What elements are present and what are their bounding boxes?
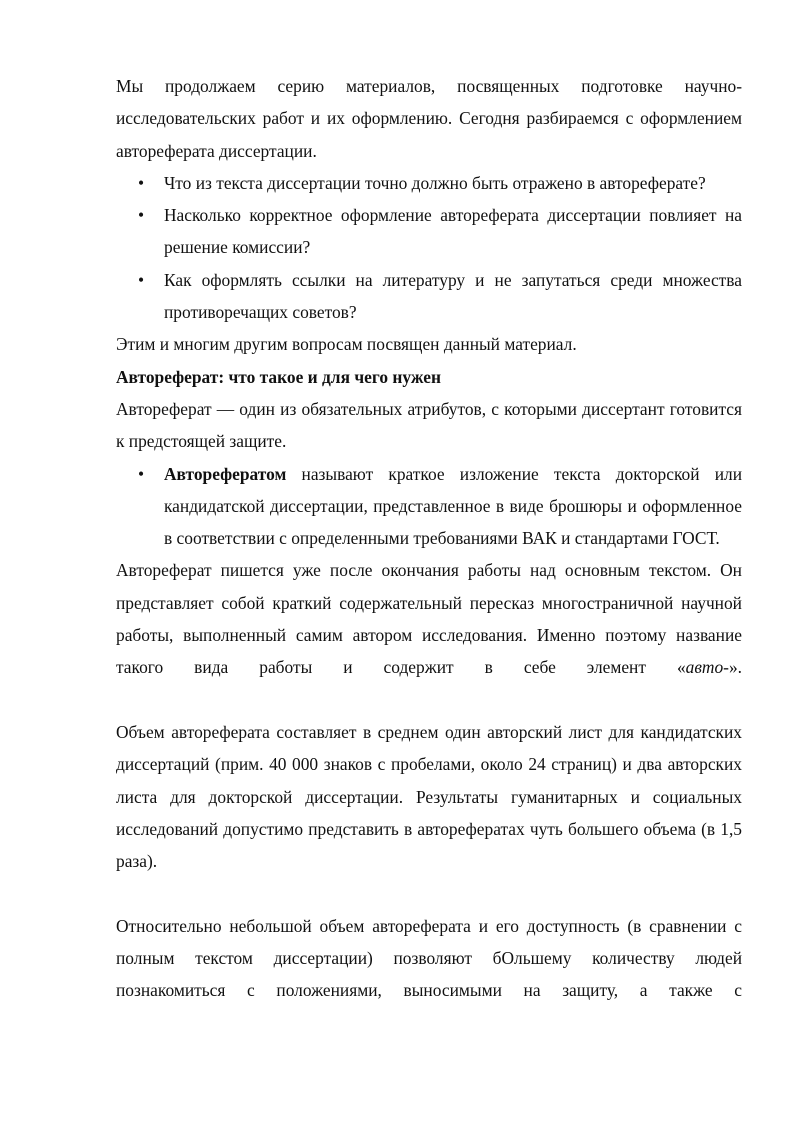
questions-list: [116, 167, 742, 328]
list-item: [116, 264, 742, 329]
bullet-icon: •: [138, 269, 145, 290]
written-paragraph-text: Автореферат пишется уже после окончания работы над основным текстом. Он представляет собой краткий содержательный пересказ многостраничной научной работы, выполненный самим автором исследования. Именно поэтому название такого вида работы и содержит в себе элемент «: [116, 560, 742, 678]
access-paragraph: Относительно небольшой объем автореферата и его доступность (в сравнении с полным текстом диссертации) позволяют бОльшему количеству людей познакомиться с положениями, выносимыми на защиту, а также с: [116, 915, 742, 1001]
definition-list: [116, 458, 742, 555]
definition-term: Авторефератом: [164, 463, 287, 484]
document-page: [116, 70, 742, 1007]
list-item: [116, 167, 742, 199]
definition-item: [116, 458, 742, 555]
section-intro-paragraph: Автореферат — один из обязательных атрибутов, с которыми диссертант готовится к предстоящей защите.: [116, 398, 742, 452]
list-item-text: Что из текста диссертации точно должно быть отражено в автореферате?: [164, 172, 706, 193]
written-paragraph: [116, 554, 742, 683]
bullet-icon: •: [138, 463, 145, 484]
bullet-icon: •: [138, 205, 145, 226]
list-item-text: Насколько корректное оформление автореферата диссертации повлияет на решение комиссии?: [164, 205, 742, 258]
blank-line: [116, 684, 742, 716]
questions-footer: Этим и многим другим вопросам посвящен данный материал.: [116, 334, 577, 355]
blank-line: [116, 877, 742, 909]
list-item: [116, 199, 742, 264]
definition-text: называют краткое изложение текста докторской или кандидатской диссертации, представленное в виде брошюры и оформленное в соответствии с определенными требованиями ВАК и стандартами ГОСТ.: [164, 463, 742, 549]
intro-paragraph: Мы продолжаем серию материалов, посвященных подготовке научно-исследовательских работ и их оформлению. Сегодня разбираемся с оформлением автореферата диссертации.: [116, 76, 742, 161]
written-paragraph-emphasis: авто-: [685, 657, 729, 678]
section-heading: Автореферат: что такое и для чего нужен: [116, 366, 441, 387]
bullet-icon: •: [138, 172, 145, 193]
volume-paragraph: Объем автореферата составляет в среднем один авторский лист для кандидатских диссертаций (прим. 40 000 знаков с пробелами, около 24 страниц) и два авторских листа для докторской диссертации. Результаты гуманитарных и социальных исследований допустимо представить в авторефератах чуть большего объема (в 1,5 раза).: [116, 721, 742, 872]
list-item-text: Как оформлять ссылки на литературу и не запутаться среди множества противоречащих советов?: [164, 269, 742, 323]
written-paragraph-closing: ».: [728, 657, 742, 678]
